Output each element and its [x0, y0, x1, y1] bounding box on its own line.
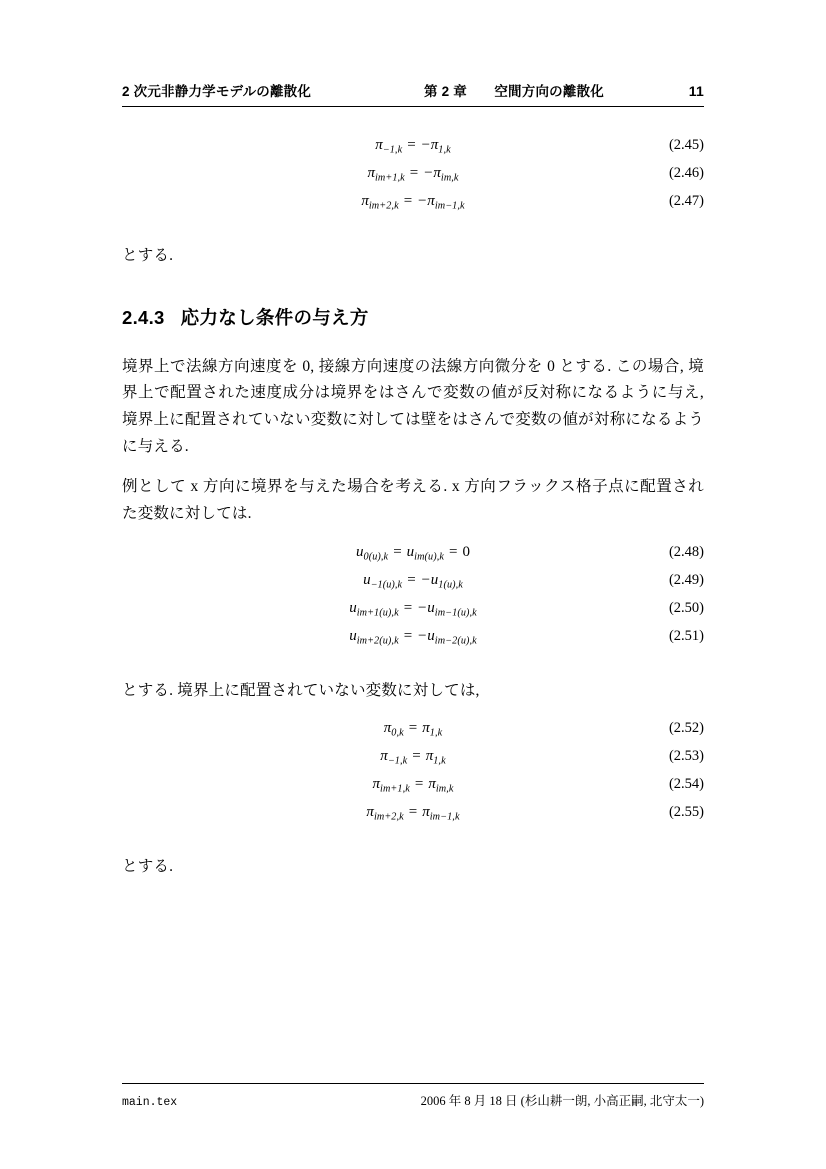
eq252-rel: =	[408, 720, 418, 737]
eq245-rhs: −π	[420, 137, 439, 153]
page-footer	[122, 1083, 704, 1109]
spacer	[122, 656, 704, 678]
eq245-lhs: π	[375, 137, 383, 153]
equation-group-2	[122, 544, 704, 656]
section-title: 応力なし条件の与え方	[180, 306, 369, 328]
equation-2-51	[122, 628, 704, 656]
eq255-rhs: π	[422, 804, 430, 821]
equation-2-50-body	[122, 600, 704, 618]
eq253-lhs-sub: −1,k	[387, 755, 408, 767]
equation-2-54-body	[122, 776, 704, 794]
eq254-lhs: π	[372, 776, 381, 793]
eq252-rhs: π	[422, 720, 430, 737]
equation-2-47-tag: (2.47)	[668, 193, 704, 209]
eq250-rhs: −u	[417, 599, 435, 616]
eq246-rhs: −π	[423, 165, 441, 181]
equation-2-45	[122, 137, 704, 165]
eq245-rel: =	[407, 137, 416, 153]
eq246-lhs-sub: im+1,k	[374, 172, 405, 184]
eq251-lhs-sub: im+2(u),k	[356, 634, 399, 646]
section-heading	[122, 304, 704, 330]
paragraph-tosuru-1: とする.	[122, 247, 174, 264]
spacer	[122, 832, 704, 854]
eq254-rel: =	[414, 776, 424, 793]
eq248-mid: u	[406, 543, 415, 560]
eq251-rhs-sub: im−2(u),k	[434, 634, 477, 646]
eq253-lhs: π	[380, 748, 388, 765]
equation-2-51-body	[122, 628, 704, 646]
equation-2-55-body	[122, 804, 704, 822]
eq251-rel: =	[403, 627, 413, 644]
equation-2-46-body	[122, 165, 704, 183]
equation-2-53	[122, 748, 704, 776]
eq255-rhs-sub: im−1,k	[429, 811, 460, 823]
eq252-rhs-sub: 1,k	[429, 727, 443, 739]
equation-2-50-tag: (2.50)	[668, 599, 704, 616]
running-header	[122, 80, 704, 106]
eq249-rhs-sub: 1(u),k	[438, 578, 463, 590]
eq255-lhs: π	[366, 804, 374, 821]
section-number: 2.4.3	[122, 306, 165, 328]
eq246-rel: =	[409, 165, 419, 181]
equation-2-46	[122, 165, 704, 193]
equation-2-45-body	[122, 137, 704, 155]
equation-2-47	[122, 193, 704, 221]
paragraph-3: とする. 境界上に配置されていない変数に対しては,	[122, 681, 480, 699]
eq248-rhs: 0	[462, 543, 470, 560]
page-content	[122, 80, 704, 881]
eq251-lhs: u	[349, 627, 357, 644]
equation-2-52	[122, 720, 704, 748]
header-rule	[122, 106, 704, 107]
paragraph-2: 例として x 方向に境界を与えた場合を考える. x 方向フラックス格子点に配置された変数に対しては.	[122, 478, 704, 522]
eq245-lhs-sub: −1,k	[382, 144, 403, 156]
equation-2-48	[122, 544, 704, 572]
eq248-rel1: =	[393, 543, 402, 560]
eq248-lhs: u	[356, 543, 364, 560]
equation-2-50	[122, 600, 704, 628]
equation-2-45-tag: (2.45)	[668, 137, 704, 153]
eq253-rhs: π	[425, 748, 434, 765]
spacer	[122, 528, 704, 542]
eq247-rhs-sub: im−1,k	[434, 200, 465, 212]
header-chapter-title: 第 2 章 空間方向の離散化	[423, 84, 604, 99]
equation-2-55	[122, 804, 704, 832]
eq252-lhs: π	[383, 720, 392, 737]
eq251-rhs: −u	[417, 627, 435, 644]
eq250-rhs-sub: im−1(u),k	[434, 606, 477, 618]
eq253-rel: =	[412, 748, 421, 765]
eq248-rel2: =	[449, 543, 458, 560]
equation-2-52-body	[122, 720, 704, 738]
equation-2-51-tag: (2.51)	[668, 627, 704, 644]
eq247-rel: =	[403, 193, 413, 209]
eq248-lhs-sub: 0(u),k	[363, 550, 389, 562]
equation-2-49-body	[122, 572, 704, 590]
eq254-rhs: π	[428, 776, 436, 793]
eq247-lhs-sub: im+2,k	[368, 200, 399, 212]
eq255-lhs-sub: im+2,k	[373, 811, 404, 823]
footer-date-authors: 2006 年 8 月 18 日 (杉山耕一朗, 小高正嗣, 北守太一)	[420, 1094, 704, 1108]
eq252-lhs-sub: 0,k	[391, 727, 404, 739]
equation-group-3	[122, 720, 704, 832]
eq253-rhs-sub: 1,k	[433, 755, 446, 767]
equation-2-47-body	[122, 193, 704, 211]
equation-2-49-tag: (2.49)	[668, 571, 704, 588]
equation-group-1	[122, 137, 704, 221]
eq249-lhs-sub: −1(u),k	[370, 578, 403, 590]
eq254-lhs-sub: im+1,k	[380, 783, 410, 795]
eq250-rel: =	[403, 599, 413, 616]
equation-2-48-tag: (2.48)	[668, 543, 704, 560]
eq249-rhs: −u	[420, 571, 439, 588]
equation-2-54	[122, 776, 704, 804]
paragraph-tosuru-2: とする.	[122, 858, 174, 876]
equation-2-48-body	[122, 544, 704, 562]
paragraph-1: 境界上で法線方向速度を 0, 接線方向速度の法線方向微分を 0 とする. この場合, 境界上で配置された速度成分は境界をはさんで変数の値が反対称になるように与え, 境界上に配置されていない変数に対しては壁をはさんで変数の値が対称になるように与える.	[122, 357, 704, 455]
eq249-rel: =	[407, 571, 416, 588]
eq250-lhs: u	[349, 599, 357, 616]
equation-2-52-tag: (2.52)	[668, 720, 704, 737]
footer-filename: main.tex	[122, 1096, 178, 1109]
footer-row	[122, 1091, 704, 1109]
eq255-rel: =	[408, 804, 418, 821]
equation-2-55-tag: (2.55)	[668, 804, 704, 821]
spacer	[122, 460, 704, 474]
eq248-mid-sub: im(u),k	[414, 550, 444, 562]
footer-rule	[122, 1083, 704, 1084]
eq254-rhs-sub: im,k	[435, 783, 454, 795]
header-left-title: 2 次元非静力学モデルの離散化	[122, 84, 312, 99]
page-number: 11	[688, 83, 704, 99]
equation-2-46-tag: (2.46)	[668, 165, 704, 181]
equation-2-49	[122, 572, 704, 600]
spacer	[122, 221, 704, 243]
eq246-rhs-sub: im,k	[440, 172, 459, 184]
eq247-rhs: −π	[417, 193, 435, 209]
eq245-rhs-sub: 1,k	[438, 144, 451, 156]
eq250-lhs-sub: im+1(u),k	[356, 606, 399, 618]
equation-2-53-tag: (2.53)	[668, 748, 704, 765]
spacer	[122, 704, 704, 718]
eq247-lhs: π	[361, 193, 369, 209]
eq249-lhs: u	[363, 571, 371, 588]
equation-2-53-body	[122, 748, 704, 766]
equation-2-54-tag: (2.54)	[668, 776, 704, 793]
eq246-lhs: π	[367, 165, 375, 181]
